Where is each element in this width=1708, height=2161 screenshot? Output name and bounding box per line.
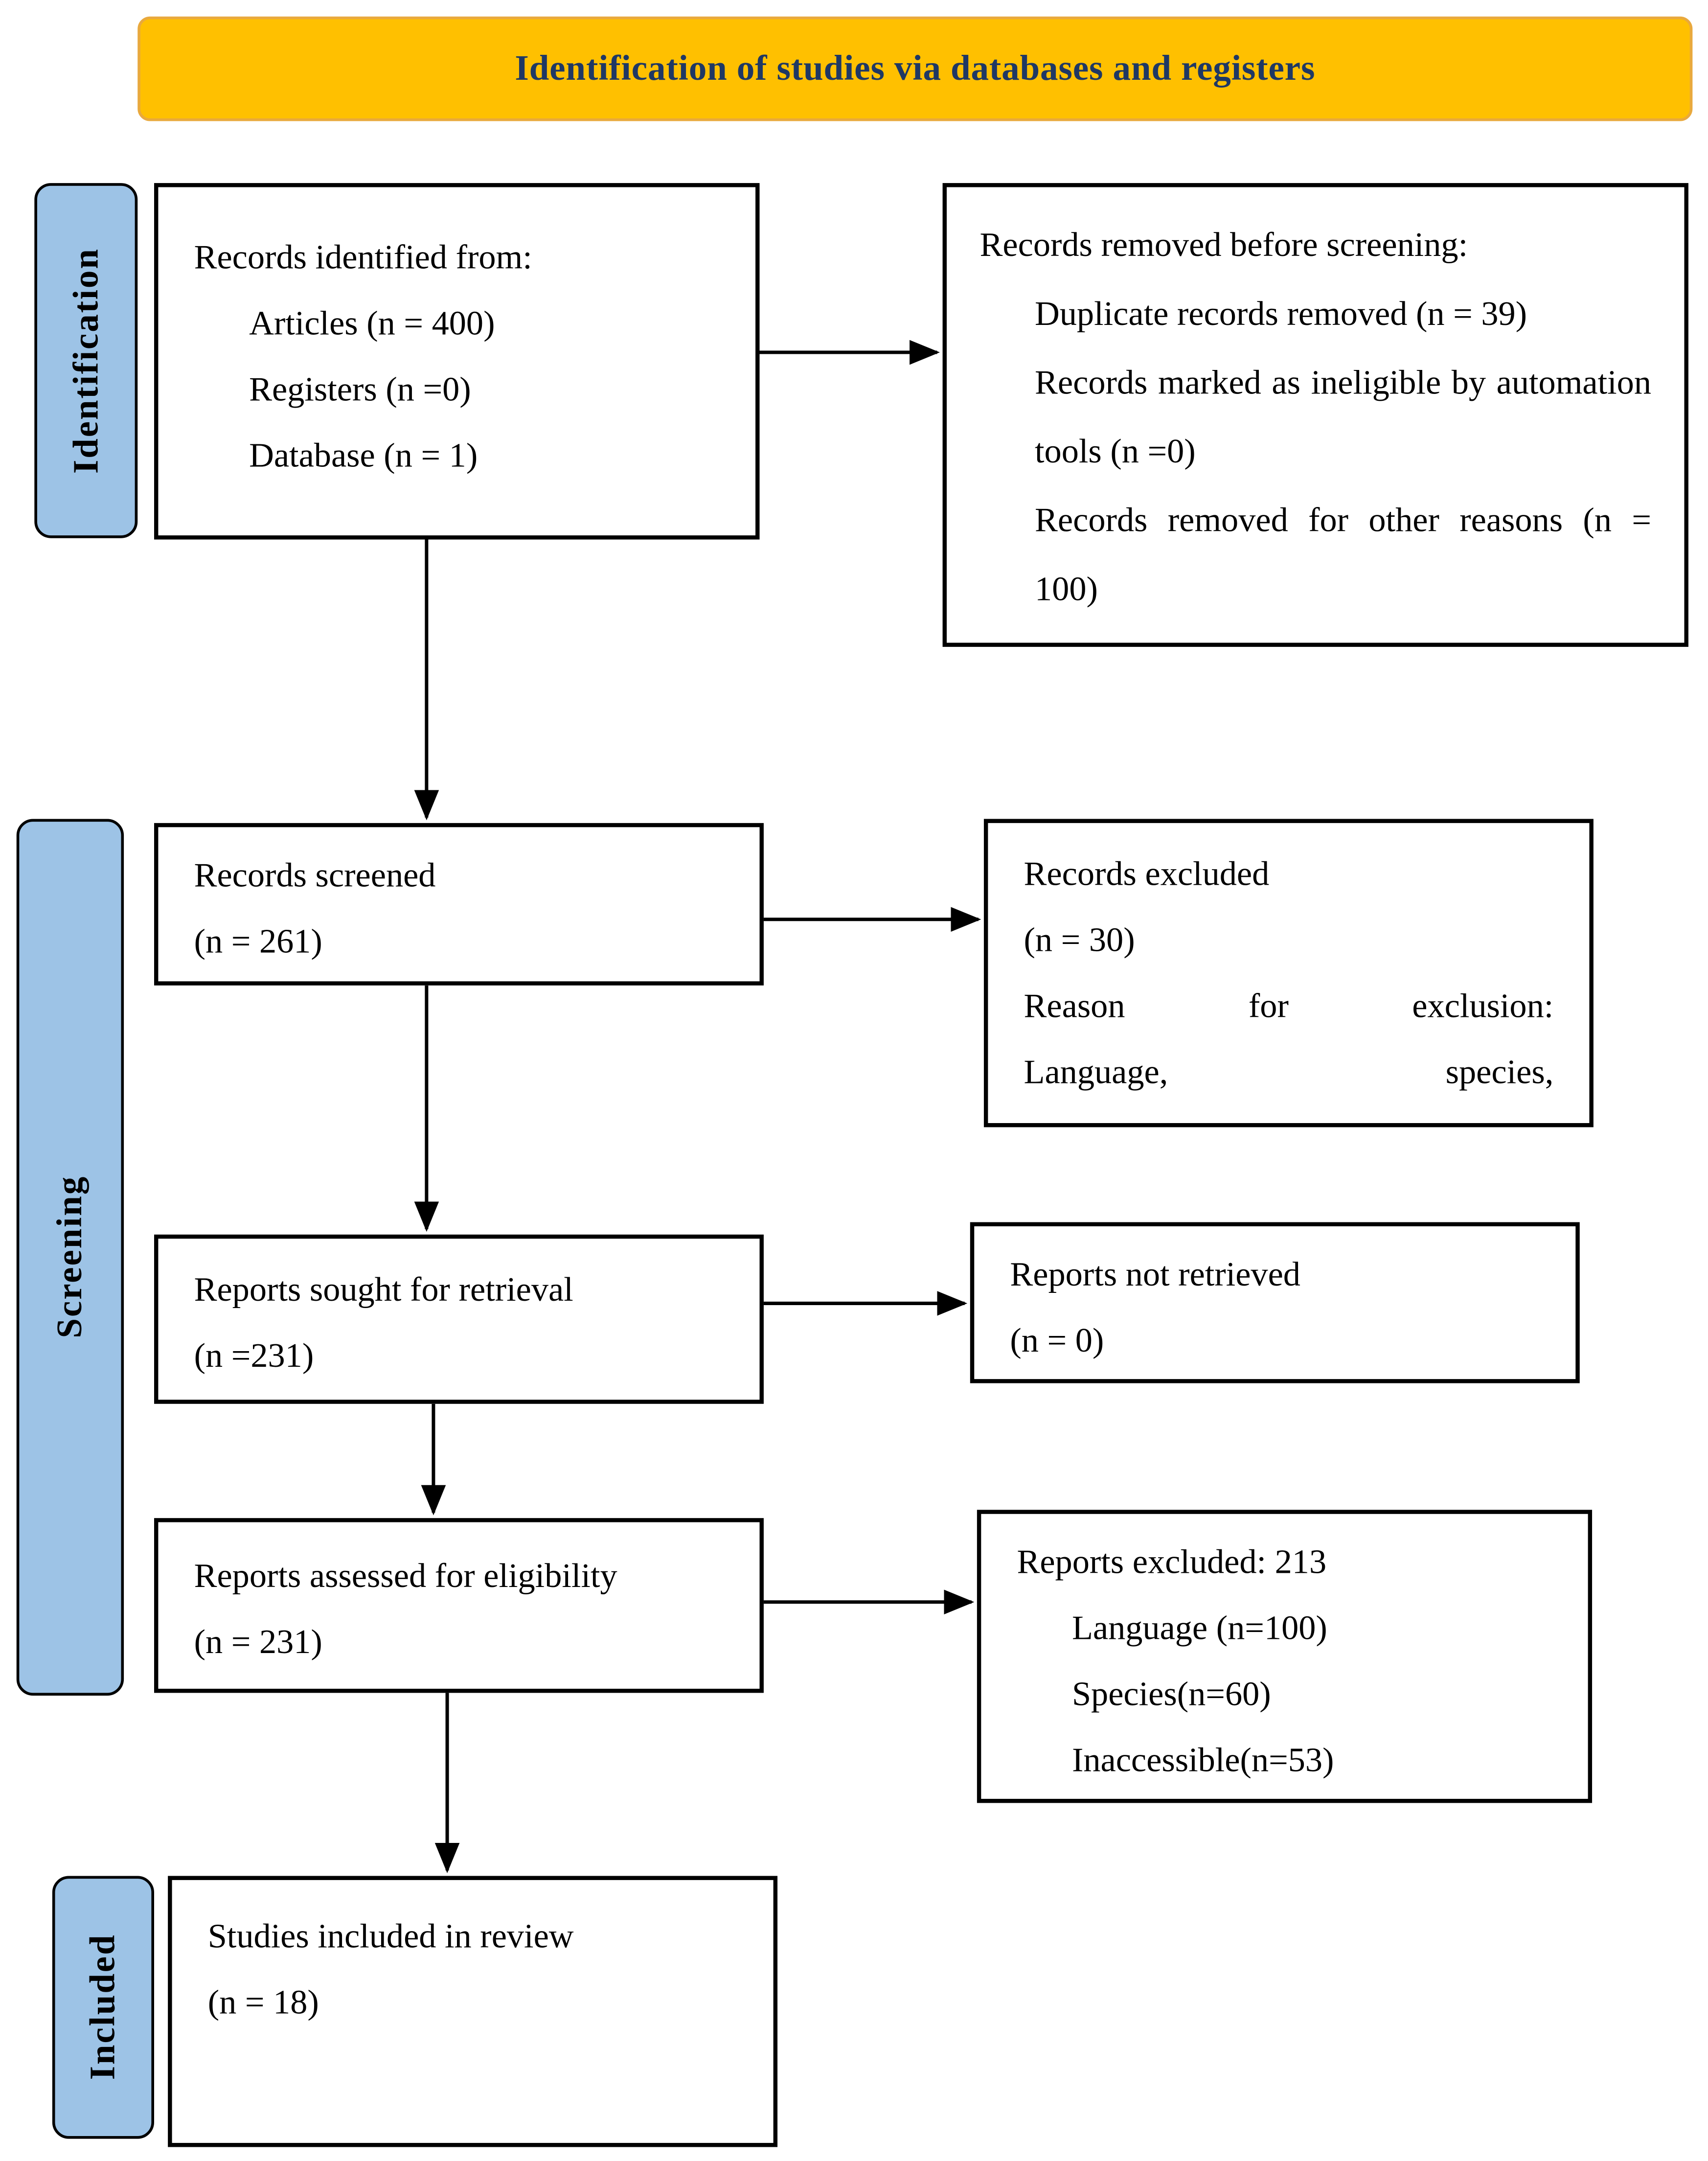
records-identified-box (154, 183, 760, 539)
stage-label-text: Identification (65, 247, 106, 474)
stage-label-text: Included (82, 1934, 123, 2081)
box-line: Reports excluded: 213 (1017, 1544, 1327, 1582)
studies-included-box (168, 1876, 777, 2147)
box-line: Studies included in review (207, 1918, 574, 1956)
records-screened-box (154, 823, 764, 986)
records-removed-box (943, 183, 1688, 647)
stage-label-identification (34, 183, 137, 538)
box-line: Reports sought for retrieval (194, 1271, 573, 1309)
box-line: Registers (n =0) (249, 371, 471, 409)
records-excluded-box (984, 819, 1594, 1127)
box-line: Database (n = 1) (249, 437, 478, 475)
reports-not-retrieved-box (970, 1222, 1580, 1383)
reports-assessed-box (154, 1518, 764, 1693)
box-line: Records screened (194, 857, 436, 895)
box-line: Reports not retrieved (1010, 1256, 1300, 1294)
reports-excluded-box (977, 1510, 1592, 1803)
box-line: Language (n=100) (1071, 1610, 1327, 1648)
box-line: Species(n=60) (1071, 1676, 1271, 1714)
title-banner-text: Identification of studies via databases and registers (515, 48, 1316, 88)
box-line: Duplicate records removed (n = 39) (1035, 296, 1527, 333)
box-line: Language, species, (1024, 1054, 1554, 1092)
box-line: Records marked as ineligible by automation tools (n =0) (1035, 365, 1651, 471)
box-line: Inaccessible(n=53) (1071, 1742, 1334, 1780)
box-line: (n = 261) (194, 923, 322, 961)
reports-sought-box (154, 1235, 764, 1404)
box-line: Reason for exclusion: (1024, 988, 1554, 1026)
box-line: (n = 18) (207, 1984, 319, 2022)
box-line: Articles (n = 400) (249, 305, 495, 343)
box-line: Records identified from: (194, 239, 532, 277)
box-line: Records removed for other reasons (n = 100) (1035, 502, 1651, 609)
stage-label-text: Screening (49, 1175, 90, 1339)
box-line: Records excluded (1024, 856, 1270, 894)
box-line: (n = 30) (1024, 922, 1135, 960)
box-line: (n =231) (194, 1337, 314, 1375)
box-line: Records removed before screening: (979, 227, 1468, 264)
box-line: (n = 231) (194, 1624, 322, 1661)
stage-label-screening (17, 819, 124, 1696)
stage-label-included (52, 1876, 154, 2138)
box-line: Reports assessed for eligibility (194, 1558, 617, 1595)
title-banner (137, 17, 1692, 121)
box-line: (n = 0) (1010, 1322, 1104, 1360)
